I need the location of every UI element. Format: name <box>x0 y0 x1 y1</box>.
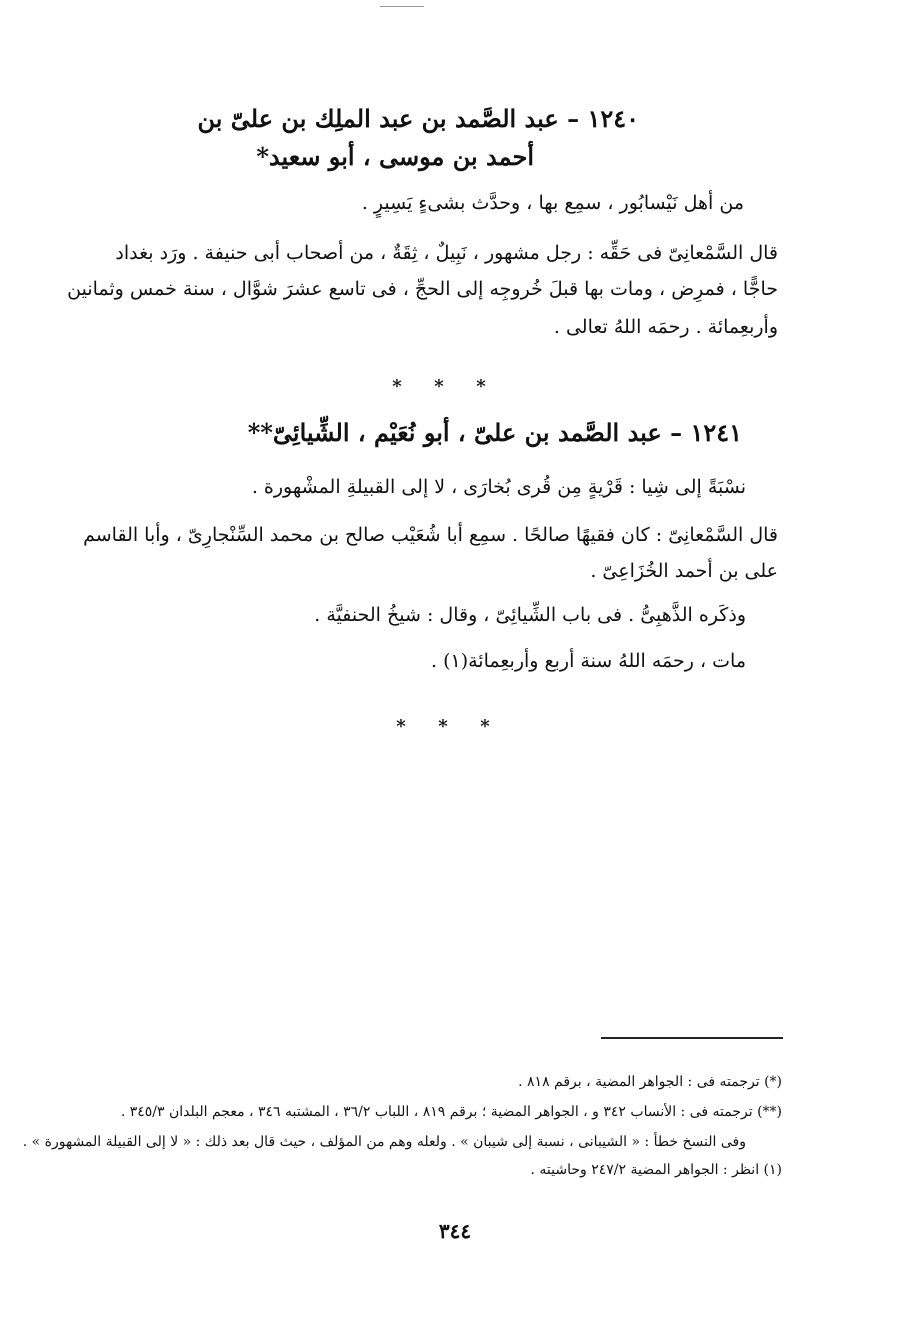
entry-1240-text-line3: وأربعِمائة . رحمَه اللهُ تعالى . <box>553 316 778 338</box>
footnote-2-note: وفى النسخ خطأ : « الشيبانى ، نسبة إلى شيبان » . ولعله وهم من المؤلف ، حيث قال بعد ذلك : « لا إلى القبيلة المشهورة » . <box>22 1134 746 1150</box>
entry-1241-dhahabi: وذكَره الذَّهبِىُّ . فى باب الشِّيائِىّ ، وقال : شيخُ الحنفيَّة . <box>314 604 746 626</box>
page-number: ٣٤٤ <box>438 1219 472 1243</box>
entry-1240-heading: ١٢٤٠ – عبد الصَّمد بن عبد الملِك بن علىّ بن <box>197 104 639 133</box>
entry-1241-nisba: نسْبَةً إلى شِيا : قَرْيةٍ مِن قُرى بُخارَى ، لا إلى القبيلةِ المشْهورة . <box>251 476 746 498</box>
section-separator: *** <box>392 376 486 397</box>
entry-1240-text-line2: حاجًّا ، فمرِض ، ومات بها قبلَ خُروجِه إلى الحجِّ ، فى تاسع عشرَ شوَّال ، سنة خمس وثمانين <box>67 278 778 300</box>
entry-1241-text-line2: على بن أحمد الخُزَاعِىّ . <box>590 560 778 582</box>
entry-1240-heading-cont: أحمد بن موسى ، أبو سعيد* <box>256 142 534 171</box>
footnote-1: (*) ترجمته فى : الجواهر المضية ، برقم ٨١٨ . <box>518 1074 782 1090</box>
footnote-3: (١) انظر : الجواهر المضية ٢٤٧/٢ وحاشيته . <box>530 1162 782 1178</box>
footnote-rule <box>601 1037 783 1039</box>
top-rule <box>380 6 424 7</box>
entry-1240-text-line1: قال السَّمْعانِىّ فى حَقِّه : رجل مشهور ، نَبِيلٌ ، ثِقَةٌ ، من أصحاب أبى حنيفة . ورَد بغداد <box>115 242 778 264</box>
entry-1241-text-line1: قال السَّمْعانِىّ : كان فقيهًا صالحًا . سمِع أبا شُعَيْب صالح بن محمد السِّنْجارِىّ ، وأبا القاسم <box>83 524 778 546</box>
footnote-2: (**) ترجمته فى : الأنساب ٣٤٢ و ، الجواهر المضية ؛ برقم ٨١٩ ، اللباب ٣٦/٢ ، المشتبه ٣٤٦ ، معجم البلدان ٣٤٥/٣ . <box>120 1104 782 1120</box>
entry-1241-heading: ١٢٤١ – عبد الصَّمد بن علىّ ، أبو نُعَيْم ، الشِّيائِىّ** <box>247 418 742 447</box>
entry-1241-death: مات ، رحمَه اللهُ سنة أربع وأربعِمائة(١) . <box>430 650 746 672</box>
entry-1240-origin: من أهل نَيْسابُور ، سمِع بها ، وحدَّث بشىءٍ يَسِيرٍ . <box>361 192 744 214</box>
section-separator-2: *** <box>396 716 490 737</box>
